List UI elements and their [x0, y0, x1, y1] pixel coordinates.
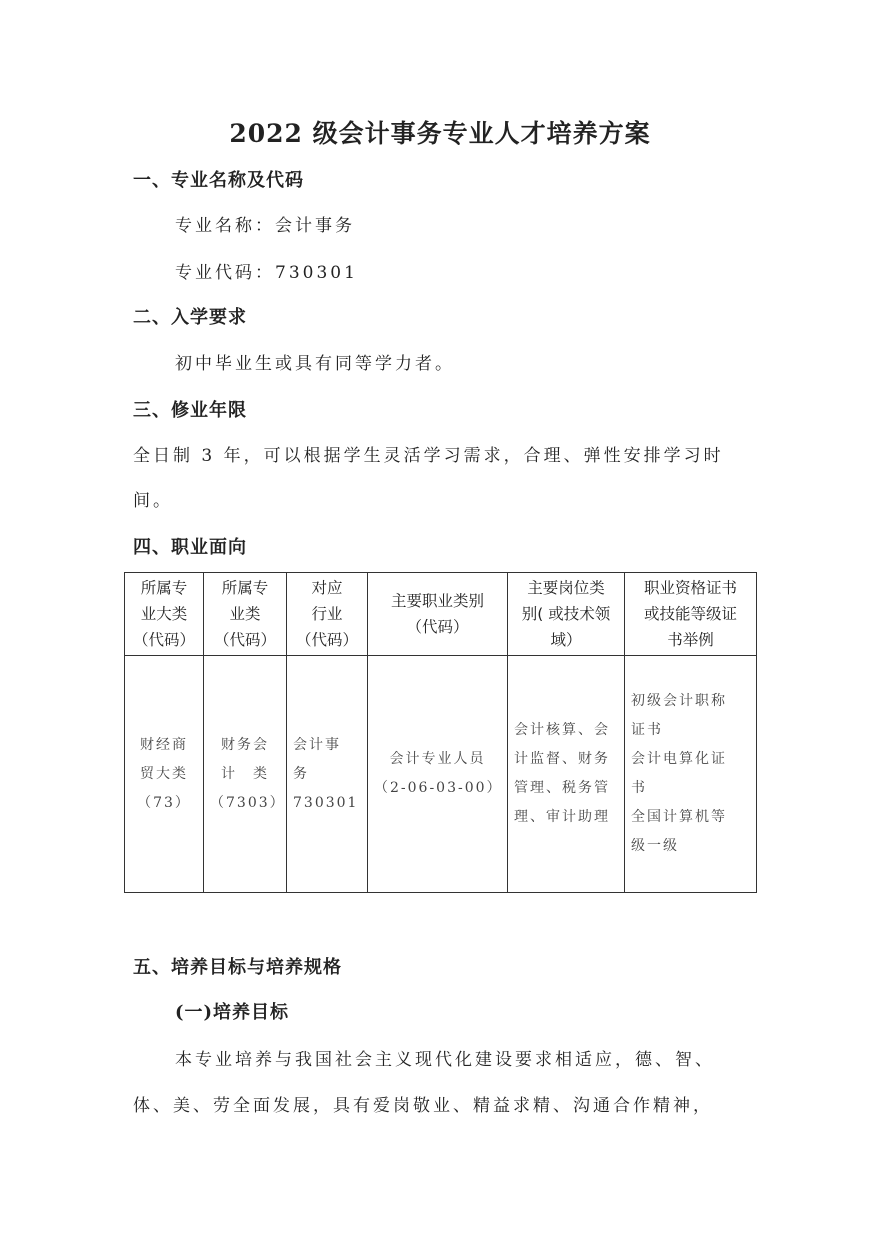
- header-major-category: 所属专 业大类 （代码）: [125, 573, 204, 656]
- section-5-heading: 五、培养目标与培养规格: [133, 957, 342, 978]
- occupation-table: [124, 572, 757, 893]
- major-name: 专业名称：会计事务: [175, 216, 355, 236]
- document-title: 2022 级会计事务专业人才培养方案: [229, 119, 651, 148]
- duration-line-2: 间。: [133, 491, 173, 511]
- duration-line-1: 全日制 3 年，可以根据学生灵活学习需求，合理、弹性安排学习时: [133, 446, 724, 466]
- header-positions: 主要岗位类 别( 或技术领 域）: [508, 573, 625, 656]
- cell-certificates: 初级会计职称 证书 会计电算化证 书 全国计算机等 级一级: [625, 656, 757, 893]
- header-occupation: 主要职业类别 （代码）: [368, 573, 508, 656]
- header-major-class: 所属专 业类 （代码）: [204, 573, 287, 656]
- cell-major-class: 财务会 计 类 （7303）: [204, 656, 287, 893]
- header-industry: 对应 行业 （代码）: [287, 573, 368, 656]
- subsection-training-goal: (一)培养目标: [175, 1002, 290, 1023]
- major-code: 专业代码：730301: [175, 263, 358, 283]
- cell-major-category: 财经商 贸大类 （73）: [125, 656, 204, 893]
- cell-industry: 会计事 务 730301: [287, 656, 368, 893]
- goal-line-1: 本专业培养与我国社会主义现代化建设要求相适应，德、智、: [175, 1050, 715, 1070]
- goal-line-2: 体、美、劳全面发展，具有爱岗敬业、精益求精、沟通合作精神，: [133, 1096, 713, 1116]
- section-3-heading: 三、修业年限: [133, 400, 247, 421]
- section-4-heading: 四、职业面向: [133, 537, 247, 558]
- table-header-row: [125, 573, 757, 656]
- header-certificates: 职业资格证书 或技能等级证 书举例: [625, 573, 757, 656]
- table-row: [125, 656, 757, 893]
- cell-positions: 会计核算、会 计监督、财务 管理、税务管 理、审计助理: [508, 656, 625, 893]
- admission-requirement: 初中毕业生或具有同等学力者。: [175, 354, 455, 374]
- section-1-heading: 一、专业名称及代码: [133, 170, 304, 191]
- cell-occupation: 会计专业人员 （2-06-03-00）: [368, 656, 508, 893]
- section-2-heading: 二、入学要求: [133, 307, 247, 328]
